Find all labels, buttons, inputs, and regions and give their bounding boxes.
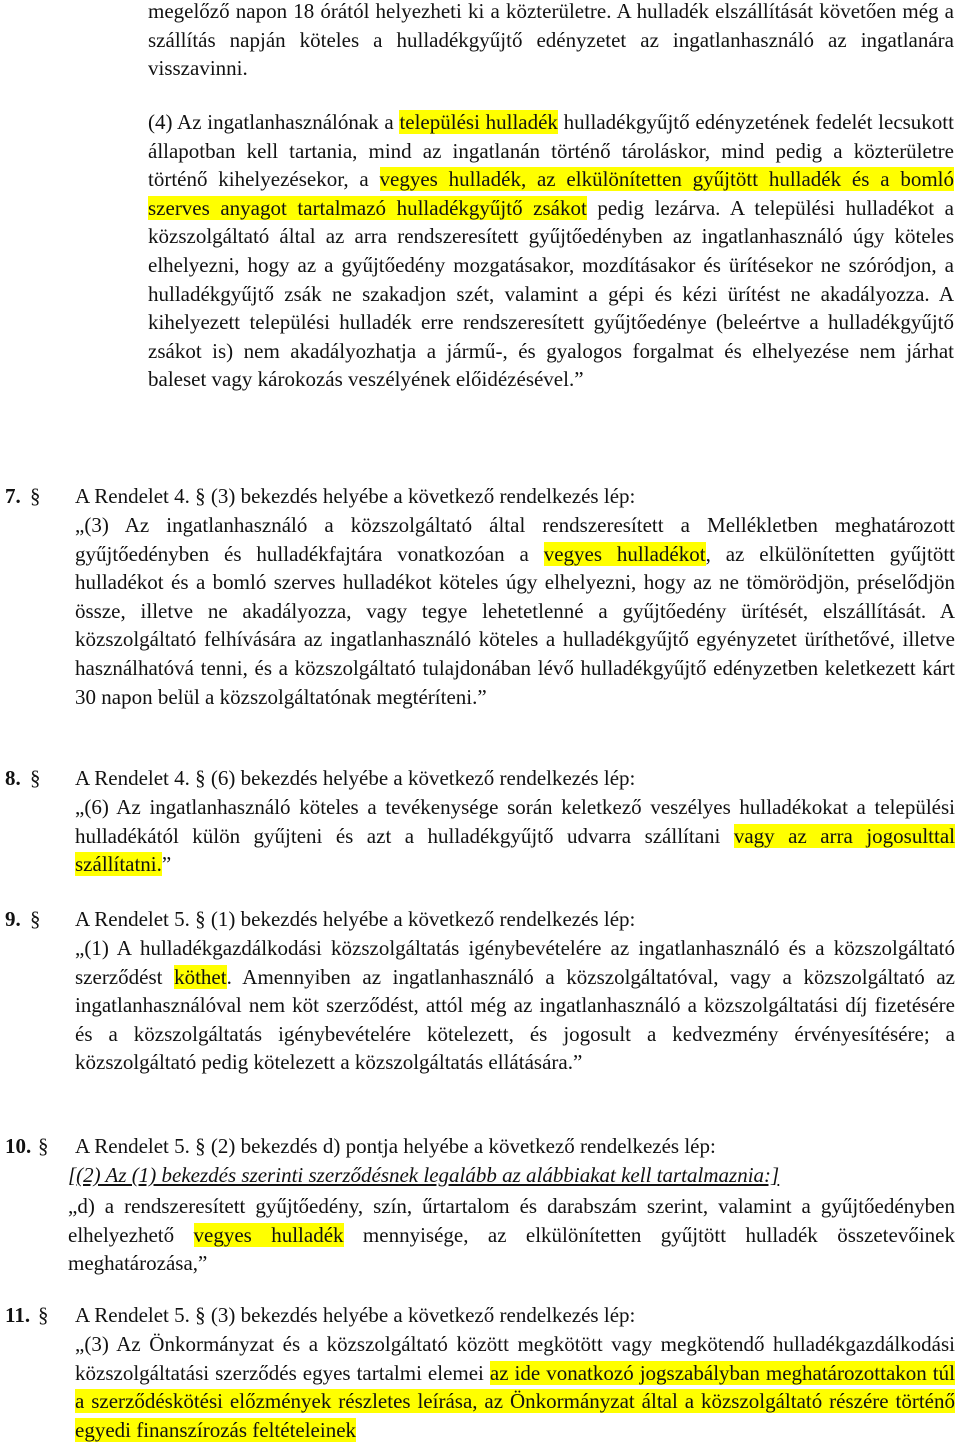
- item-intro: A Rendelet 4. § (6) bekezdés helyébe a következő rendelkezés lép:: [75, 766, 636, 790]
- item-number: 7.: [5, 484, 21, 508]
- item-number: 8.: [5, 766, 21, 790]
- section-sign: §: [38, 1134, 49, 1158]
- highlight: vegyes hulladék: [193, 1222, 344, 1247]
- item-number: 9.: [5, 907, 21, 931]
- quote-text: „(6) Az ingatlanhasználó köteles a tevékenysége során keletkező veszélyes hulladékokat a települési hulladékától külön gyűjteni és azt a hulladékgyűjtő udvarra szállítani: [75, 795, 955, 848]
- quote-text: mennyisége, az elkülönítetten gyűjtött hulladék összetevőinek meghatározása,”: [68, 1222, 955, 1276]
- section-sign: §: [30, 907, 41, 931]
- top-paragraph: [148, 0, 954, 83]
- quote-text: , az elkülönítetten gyűjtött hulladékot és a bomló szerves hulladékot köteles úgy elhelyezni, hogy az ne tömörödjön, préselődjön össze, illetve ne akadályozza, vagy tegye lehetetlenné a gyűjtőedény ürítését, elszállítását. A közszolgáltató felhívására az ingatlanhasználó köteles a hulladékgyűjtő egyényzetet üríthetővé, illetve használhatóvá tenni, és a közszolgáltató tulajdonában lévő hulladékgyűjtő edényzetben keletkezett kárt 30 napon belül a közszolgáltatónak megtéríteni.”: [75, 541, 955, 709]
- quote-text: ”: [161, 852, 172, 877]
- item-number: 11.: [5, 1303, 31, 1327]
- item-7-quote: [75, 511, 955, 711]
- item-11-quote: [75, 1330, 955, 1444]
- quote-text: . Amennyiben az ingatlanhasználó a közszolgáltatóval, vagy a közszolgáltató az ingatlanhasználóval nem köt szerződést, attól még az ingatlanhasználó a közszolgáltatási díj fizetésére és a közszolgáltatás igénybevételére kötelezett, és jogosult a kedvezmény érvényesítésére; a közszolgáltató pedig kötelezett a közszolgáltatás ellátására.”: [75, 964, 955, 1075]
- quote-text: „(3) Az ingatlanhasználó a közszolgáltató által rendszeresített a Mellékletben meghatározott gyűjtőedényben és hulladékfajtára vonatkozóan a: [75, 513, 955, 566]
- highlight: vagy az arra jogosulttal szállítatni.: [75, 823, 955, 877]
- paragraph-4-text: pedig lezárva. A települési hulladékot a közszolgáltató által az arra rendszeresített gyűjtőedényben az ingatlanhasználó úgy köteles elhelyezni, hogy az a gyűjtőedény mozgatásakor, mozdításakor és ürítésekor ne szóródjon, a hulladékgyűjtő zsák ne szakadjon szét, valamint a gépi és kézi ürítést ne akadályozza. A kihelyezett települési hulladék erre rendszeresített gyűjtőedénye (beleértve a hulladékgyűjtő zsákot is) nem akadályozhatja a jármű-, és gyalogos forgalmat és elhelyezése nem járhat baleset vagy károkozás veszélyének előidézésével.”: [148, 195, 954, 392]
- item-8-quote: [75, 793, 955, 879]
- section-sign: §: [30, 766, 41, 790]
- quote-text: „d) a rendszeresített gyűjtőedény, szín, űrtartalom és darabszám szerint, valamint a gyűjtőedényben elhelyezhető: [68, 1194, 955, 1247]
- quote-text: „(1) A hulladékgazdálkodási közszolgáltatás igénybevételére az ingatlanhasználó és a közszolgáltató szerződést: [75, 936, 955, 989]
- highlight: vegyes hulladék, az elkülönítetten gyűjtött hulladék és a bomló szerves anyagot tartalmazó hulladékgyűjtő zsákot: [148, 167, 954, 220]
- item-intro: A Rendelet 5. § (1) bekezdés helyébe a következő rendelkezés lép:: [75, 907, 636, 931]
- item-10-bracket-text: [68, 1161, 955, 1190]
- section-sign: §: [30, 484, 41, 508]
- paragraph-4-text: hulladékgyűjtő edényzetének fedelét lecsukott állapotban kell tartania, mind az ingatlanán történő tároláskor, mind pedig a közterületre történő kihelyezésekor, a: [148, 110, 954, 192]
- highlight: települési hulladék: [399, 110, 558, 134]
- highlight: köthet: [174, 964, 227, 989]
- section-sign: §: [38, 1303, 49, 1327]
- item-9-quote: [75, 934, 955, 1077]
- highlight: az ide vonatkozó jogszabályban meghatározottakon túl a szerződéskötési előzmények részletes leírása, az Önkormányzat által a közszolgáltató részére történő egyedi finanszírozás feltételeinek: [75, 1360, 955, 1442]
- item-intro: A Rendelet 4. § (3) bekezdés helyébe a következő rendelkezés lép:: [75, 484, 636, 508]
- highlight: vegyes hulladékot: [543, 541, 706, 566]
- paragraph-4-text: (4) Az ingatlanhasználónak a: [148, 110, 400, 134]
- paragraph-4: [148, 108, 954, 394]
- bracketed-italic-text: [(2) Az (1) bekezdés szerinti szerződésnek legalább az alábbiakat kell tartalmaznia:]: [68, 1163, 780, 1187]
- quote-text: „(3) Az Önkormányzat és a közszolgáltató között megkötött vagy megkötendő hulladékgazdálkodási közszolgáltatási szerződés egyes tartalmi elemei: [75, 1332, 955, 1385]
- top-paragraph-text: megelőző napon 18 órától helyezheti ki a közterületre. A hulladék elszállítását követően még a szállítás napján köteles a hulladékgyűjtő edényzetet az ingatlanhasználó az ingatlanára visszavinni.: [148, 0, 954, 81]
- item-10-quote: [68, 1192, 955, 1278]
- item-intro: A Rendelet 5. § (2) bekezdés d) pontja helyébe a következő rendelkezés lép:: [75, 1134, 716, 1158]
- item-intro: A Rendelet 5. § (3) bekezdés helyébe a következő rendelkezés lép:: [75, 1303, 636, 1327]
- item-number: 10.: [5, 1134, 32, 1158]
